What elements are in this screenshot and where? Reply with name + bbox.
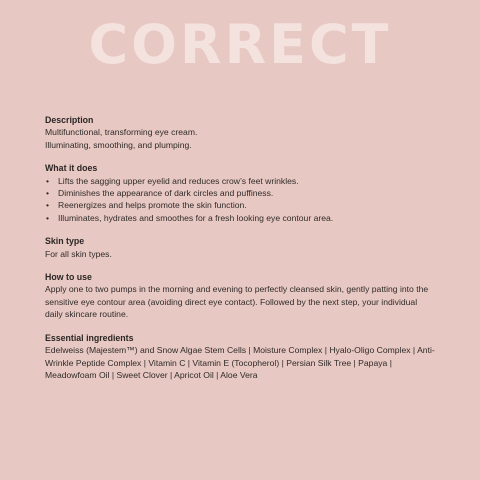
benefits-list xyxy=(45,175,437,225)
how-to-use-heading: How to use xyxy=(45,272,92,283)
benefit-item: • Lifts the sagging upper eyelid and reduces crow’s feet wrinkles. xyxy=(45,175,437,187)
how-to-use-text: Apply one to two pumps in the morning and evening to perfectly cleansed skin, gently patting into the sensitive eye contour area (avoiding direct eye contact). Followed by the next step, your individual daily skincare routine. xyxy=(45,284,429,320)
what-it-does-section xyxy=(45,162,437,224)
product-details xyxy=(45,114,437,392)
skin-type-heading: Skin type xyxy=(45,236,85,247)
description-line: Multifunctional, transforming eye cream. xyxy=(45,127,198,138)
skin-type-section xyxy=(45,235,437,260)
description-heading: Description xyxy=(45,115,94,125)
ingredients-text: Edelweiss (Majestem™) and Snow Algae Stem Cells | Moisture Complex | Hyalo-Oligo Complex | Anti-Wrinkle Peptide Complex | Vitamin C | Vitamin E (Tocopherol) | Persian Silk Tree | Papaya | Meadowfoam Oil | Sweet Clover | Apricot Oil | Aloe Vera xyxy=(45,345,435,380)
how-to-use-section xyxy=(45,271,437,321)
what-it-does-heading: What it does xyxy=(45,163,98,174)
skin-type-text: For all skin types. xyxy=(45,248,112,259)
ingredients-heading: Essential ingredients xyxy=(45,332,134,343)
benefit-item: • Illuminates, hydrates and smoothes for a fresh looking eye contour area. xyxy=(45,212,437,224)
benefit-item: • Reenergizes and helps promote the skin function. xyxy=(45,199,437,211)
description-section xyxy=(45,114,437,151)
ingredients-section xyxy=(45,332,437,382)
benefit-item: • Diminishes the appearance of dark circles and puffiness. xyxy=(45,187,437,199)
description-line: Illuminating, smoothing, and plumping. xyxy=(45,139,192,150)
hero-title: CORRECT xyxy=(88,13,392,76)
